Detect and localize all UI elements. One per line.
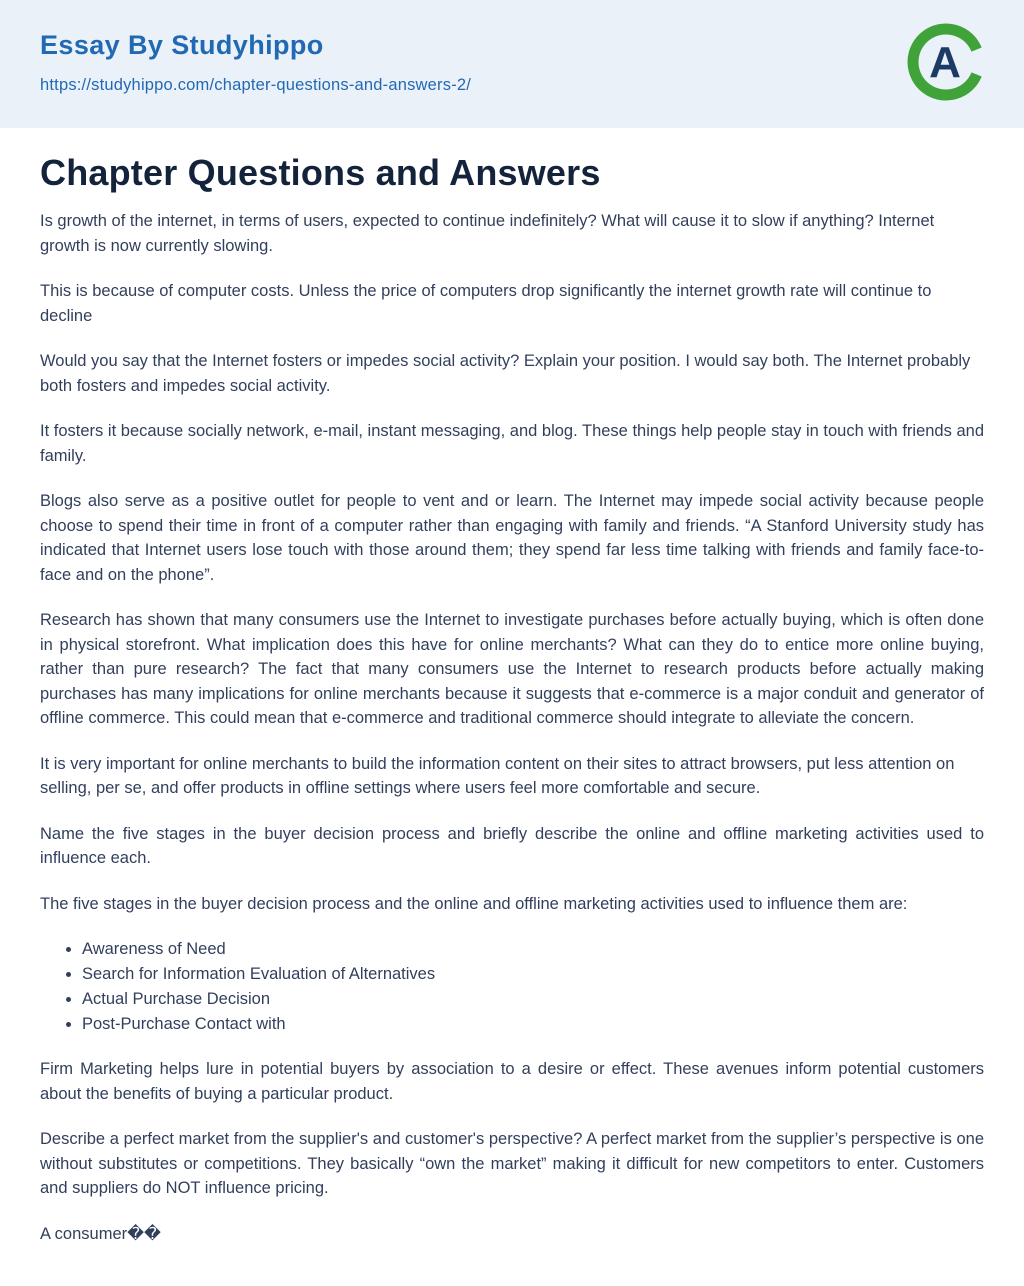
buyer-stages-list — [40, 937, 984, 1036]
list-item: • Search for Information Evaluation of Alternatives — [82, 962, 984, 986]
paragraph: This is because of computer costs. Unless the price of computers drop significantly the internet growth rate will continue to decline — [40, 282, 932, 325]
paragraph: Research has shown that many consumers use the Internet to investigate purchases before actually buying, which is often done in physical storefront. What implication does this have for online merchants? What can they do to entice more online buying, rather than pure research? The fact that many consumers use the Internet to research products before actually making purchases has many implications for online merchants because it suggests that e-commerce is a major conduit and generator of offline commerce. This could mean that e-commerce and traditional commerce should integrate to alleviate the concern. — [40, 611, 984, 727]
source-url-link[interactable]: https://studyhippo.com/chapter-questions-and-answers-2/ — [40, 76, 472, 94]
paragraph: Name the five stages in the buyer decision process and briefly describe the online and offline marketing activities used to influence each. — [40, 824, 984, 867]
paragraph: It fosters it because socially network, e-mail, instant messaging, and blog. These things help people stay in touch with friends and family. — [40, 422, 984, 465]
paragraph: It is very important for online merchants to build the information content on their sites to attract browsers, put less attention on selling, per se, and offer products in offline settings where users feel more comfortable and secure. — [40, 754, 955, 797]
paragraph: The five stages in the buyer decision process and the online and offline marketing activities used to influence them are: — [40, 894, 908, 913]
studyhippo-logo-icon — [906, 22, 986, 102]
paragraph: Is growth of the internet, in terms of users, expected to continue indefinitely? What will cause it to slow if anything? Internet growth is now currently slowing. — [40, 212, 935, 255]
page-title: Chapter Questions and Answers — [40, 152, 601, 193]
paragraph: Blogs also serve as a positive outlet for people to vent and or learn. The Internet may impede social activity because people choose to spend their time in front of a computer rather than engaging with family and friends. “A Stanford University study has indicated that Internet users lose touch with those around them; they spend far less time talking with friends and family face-to-face and on the phone”. — [40, 492, 984, 584]
paragraph: Would you say that the Internet fosters or impedes social activity? Explain your position. I would say both. The Internet probably both fosters and impedes social activity. — [40, 352, 971, 395]
site-title: Essay By Studyhippo — [40, 30, 324, 60]
paragraph: Firm Marketing helps lure in potential buyers by association to a desire or effect. These avenues inform potential customers about the benefits of buying a particular product. — [40, 1060, 984, 1103]
list-item: • Awareness of Need — [82, 937, 984, 961]
truncated-closing-line: A consumer�� — [40, 1224, 161, 1243]
article — [0, 128, 1024, 1286]
logo-letter: A — [929, 38, 961, 87]
paragraph: Describe a perfect market from the supplier's and customer's perspective? A perfect market from the supplier’s perspective is one without substitutes or competitions. They basically “own the market” making it difficult for new competitors to enter. Customers and suppliers do NOT influence pricing. — [40, 1130, 984, 1197]
list-item: • Post-Purchase Contact with — [82, 1012, 984, 1036]
site-header — [0, 0, 1024, 128]
list-item: • Actual Purchase Decision — [82, 987, 984, 1011]
